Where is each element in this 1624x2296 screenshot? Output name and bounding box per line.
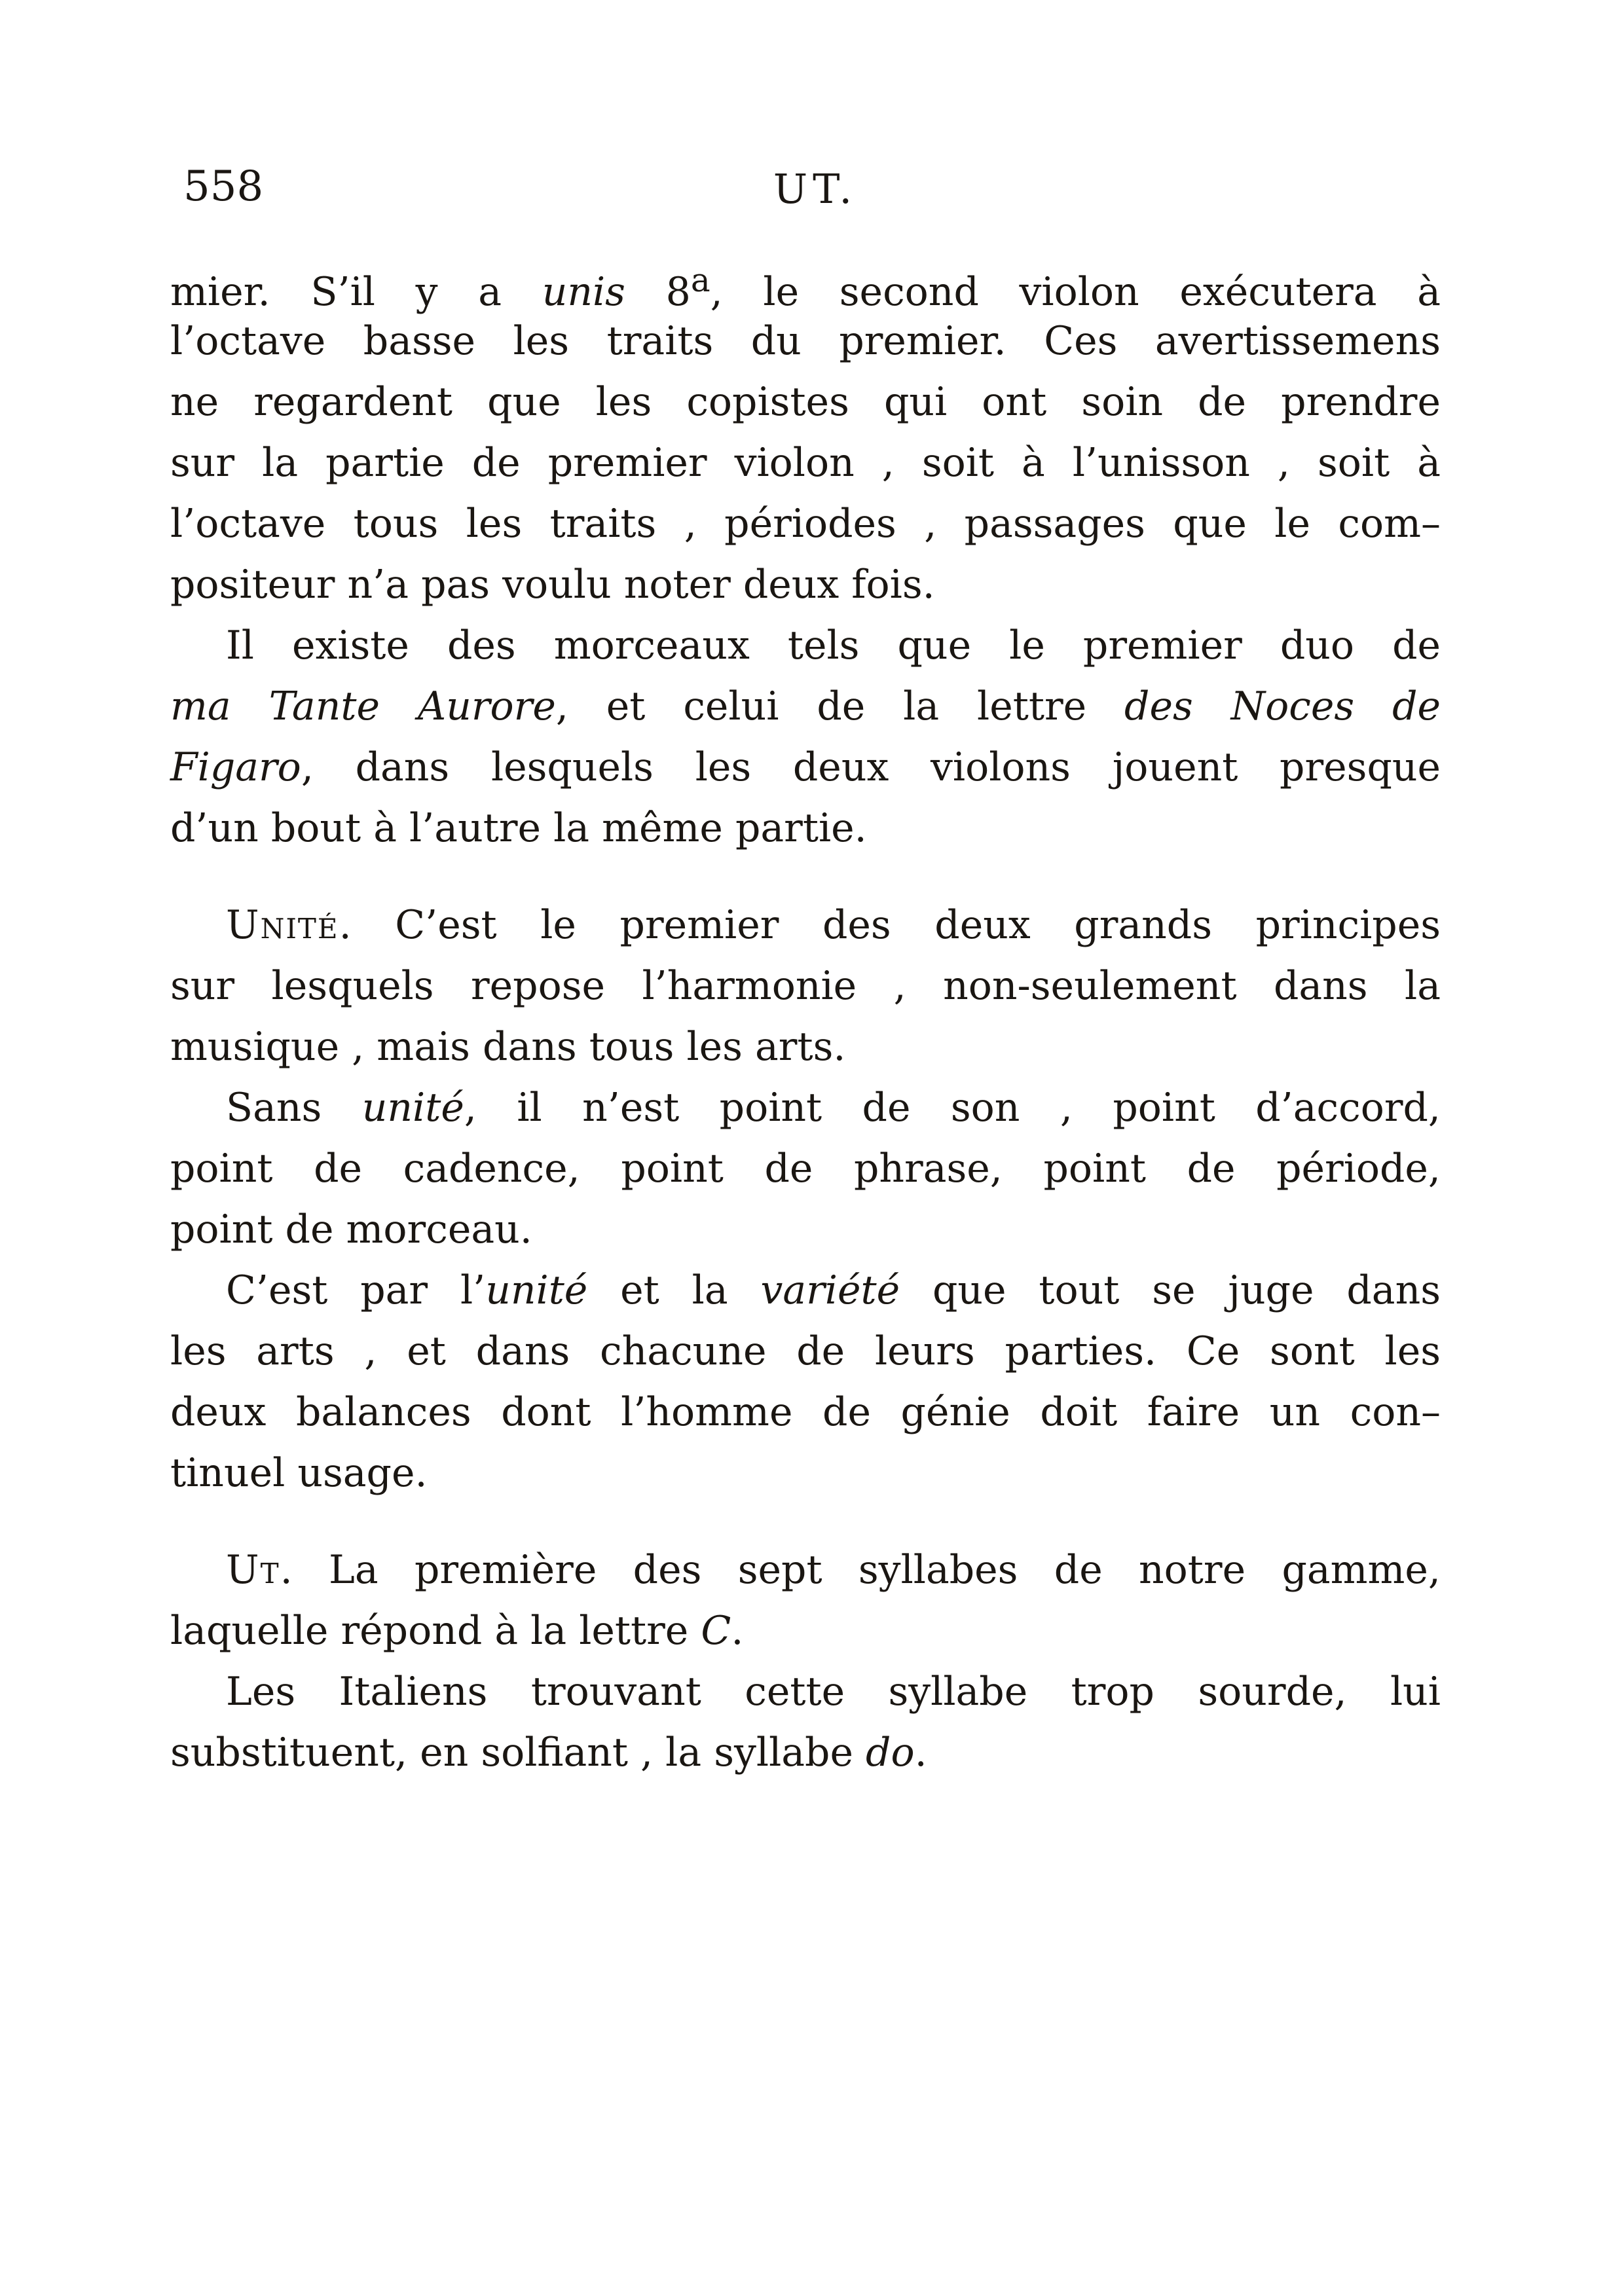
text-run: , il n’est point de son , point d’accord, <box>464 1085 1441 1131</box>
text-run: , dans lesquels les deux violons jouent presque <box>301 744 1441 790</box>
text-line: tinuel usage. <box>170 1450 428 1496</box>
text-run: 8 <box>625 269 691 315</box>
text-line: les arts , et dans chacune de leurs parties. Ce sont les <box>170 1328 1441 1374</box>
italic-title: ma Tante Aurore <box>170 683 556 729</box>
text-line: positeur n’a pas voulu noter deux fois. <box>170 562 935 608</box>
text-line: l’octave basse les traits du premier. Ces avertissemens <box>170 318 1441 364</box>
text-line <box>170 1260 1441 1321</box>
text-line <box>170 1722 1441 1783</box>
entry-separator <box>170 1504 1441 1540</box>
text-run: . <box>731 1608 744 1654</box>
text-line <box>170 1601 1441 1662</box>
text-line: l’octave tous les traits , périodes , passages que le com– <box>170 501 1441 547</box>
italic-title: des Noces de <box>1124 683 1441 729</box>
text-line <box>170 1078 1441 1139</box>
text-run: Sans <box>226 1085 362 1131</box>
page-number: 558 <box>183 162 264 211</box>
text-run: que tout se juge dans <box>900 1267 1441 1313</box>
text-run: , et celui de la lettre <box>555 683 1125 729</box>
entry-headword: Ut <box>226 1547 280 1593</box>
italic-term: variété <box>760 1267 900 1313</box>
text-line: point de morceau. <box>170 1207 532 1252</box>
entry-first-line <box>170 1540 1441 1601</box>
text-line: deux balances dont l’homme de génie doit faire un con– <box>170 1389 1441 1435</box>
text-line: ne regardent que les copistes qui ont soin de prendre <box>170 379 1441 425</box>
entry-separator <box>170 859 1441 895</box>
italic-letter: C <box>701 1608 731 1654</box>
text-line: musique , mais dans tous les arts. <box>170 1024 846 1070</box>
body-text <box>170 250 1441 1783</box>
text-line: sur la partie de premier violon , soit à l’unisson , soit à <box>170 440 1441 486</box>
italic-term: unité <box>485 1267 588 1313</box>
text-line <box>170 676 1441 737</box>
text-run: substituent, en solfiant , la syllabe <box>170 1730 866 1776</box>
text-run: laquelle répond à la lettre <box>170 1608 701 1654</box>
text-run: mier. S’il y a <box>170 269 542 315</box>
running-head <box>177 162 1454 228</box>
italic-term: unis <box>542 269 625 315</box>
text-run: . <box>914 1730 927 1776</box>
text-line <box>170 250 1441 315</box>
text-run: C’est par l’ <box>226 1267 486 1313</box>
entry-first-line <box>170 895 1441 956</box>
text-line: point de cadence, point de phrase, point de période, <box>170 1146 1441 1192</box>
text-run: et la <box>587 1267 761 1313</box>
text-run: . C’est le premier des deux grands principes <box>339 902 1441 948</box>
text-run: . La première des sept syllabes de notre gamme, <box>280 1547 1441 1593</box>
italic-term: unité <box>361 1085 464 1131</box>
italic-term: do <box>866 1730 915 1776</box>
running-title: UT. <box>773 165 858 213</box>
text-line <box>170 737 1441 798</box>
entry-headword: Unité <box>226 902 339 948</box>
italic-title: Figaro <box>170 744 301 790</box>
text-run: , le second violon exécutera à <box>710 269 1441 315</box>
superscript: a <box>690 261 710 299</box>
text-line: Il existe des morceaux tels que le premier duo de <box>226 623 1441 668</box>
text-line: Les Italiens trouvant cette syllabe trop sourde, lui <box>226 1669 1441 1715</box>
text-line: sur lesquels repose l’harmonie , non-seulement dans la <box>170 963 1441 1009</box>
text-line: d’un bout à l’autre la même partie. <box>170 805 867 851</box>
